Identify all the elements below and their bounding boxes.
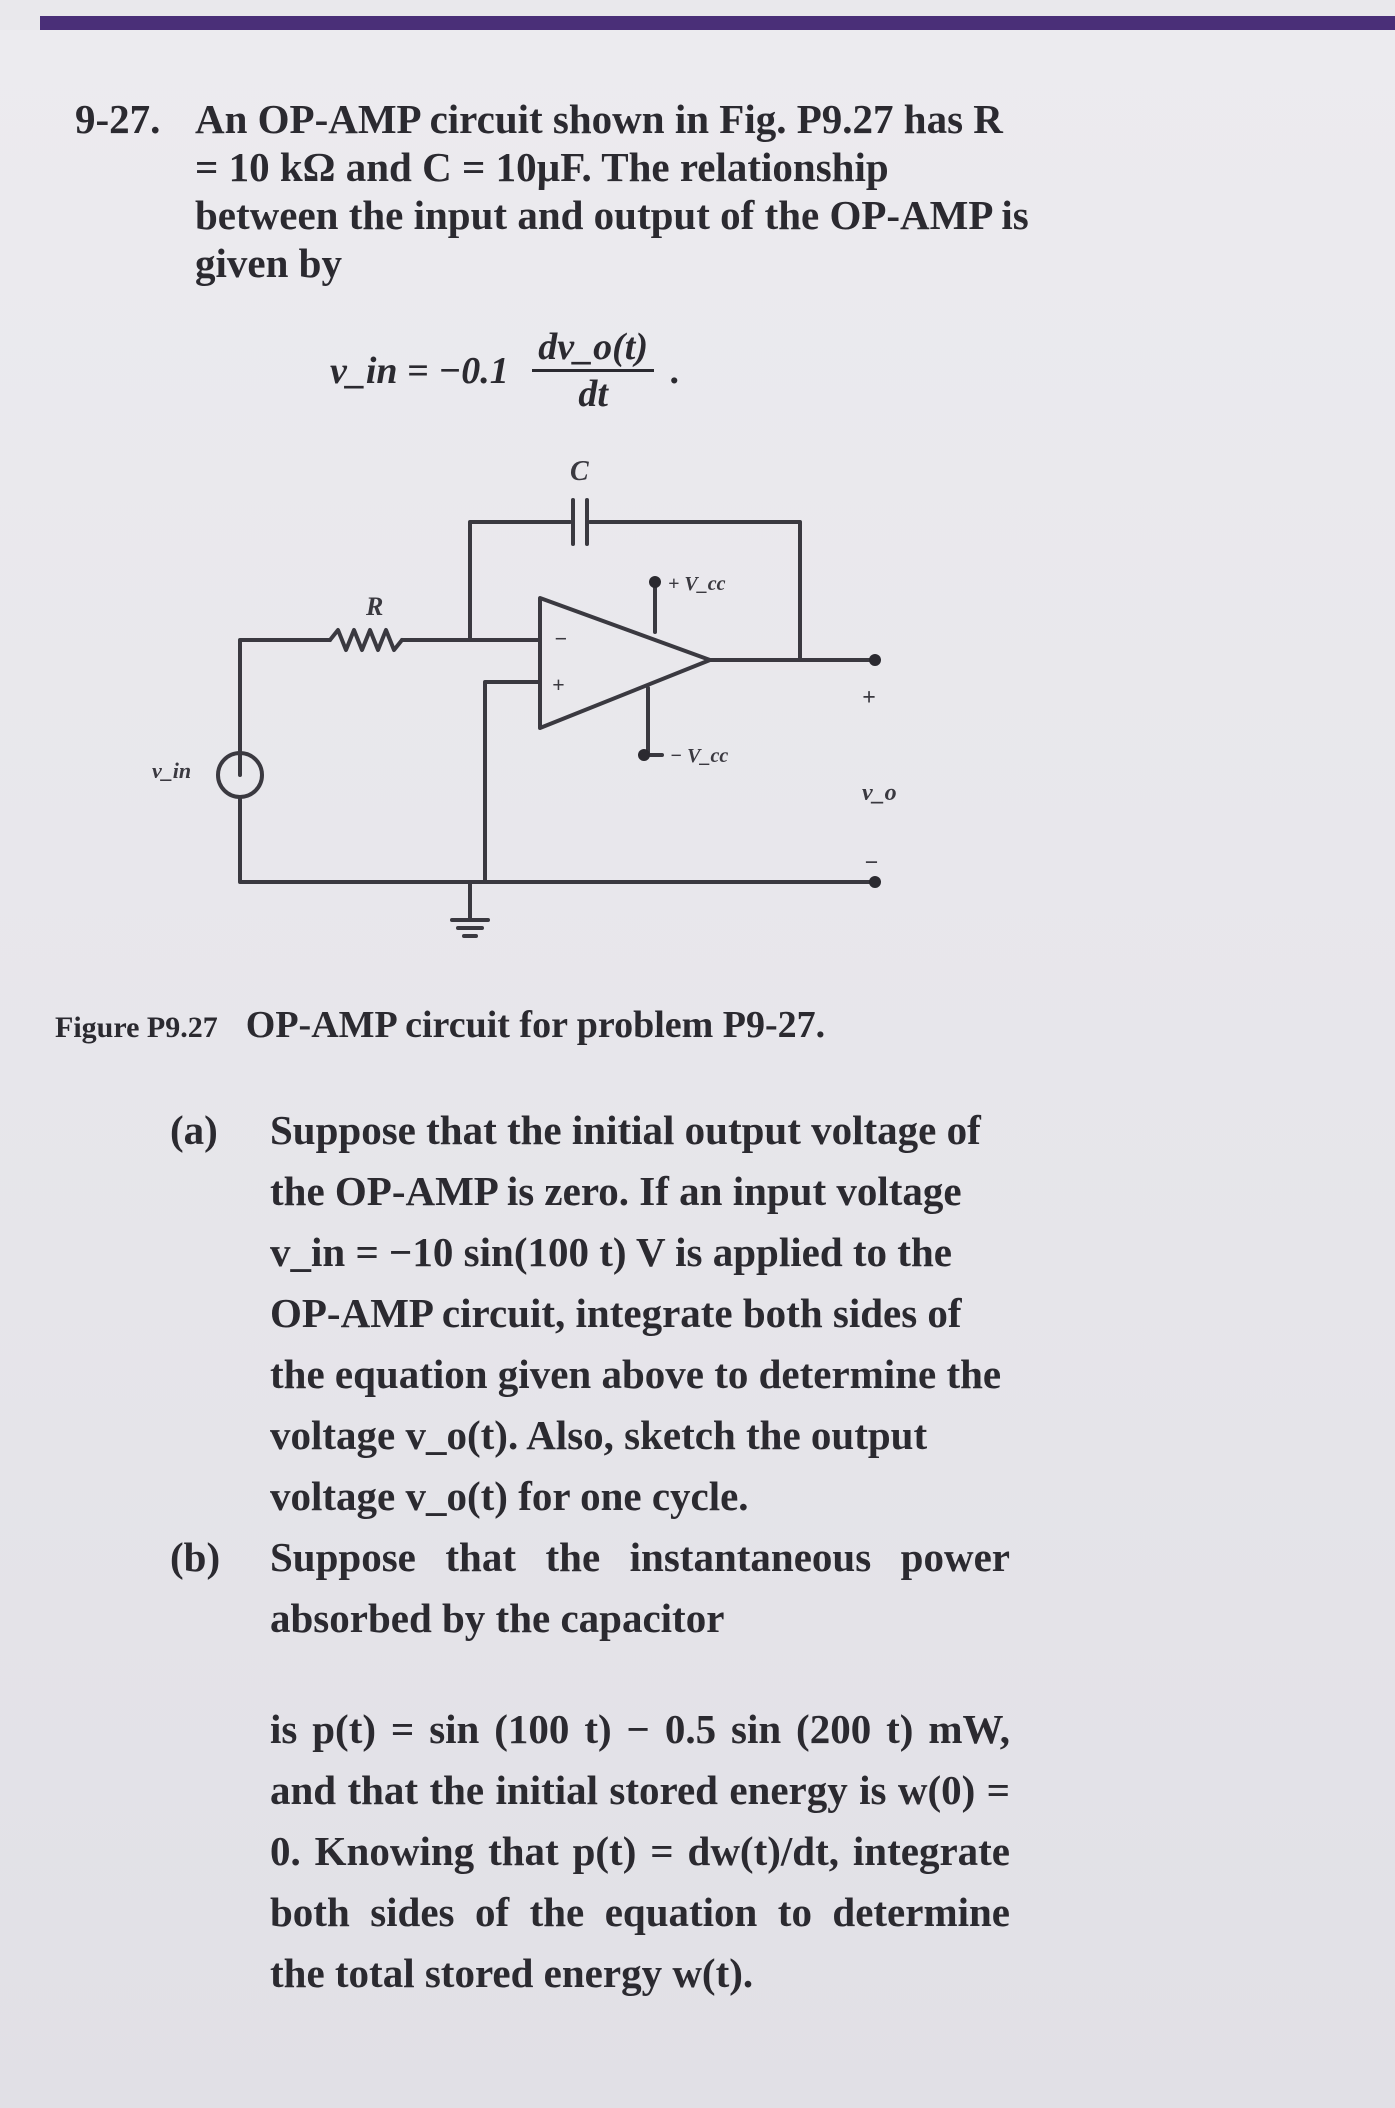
label-output-plus: + (862, 685, 876, 711)
part-b-text-2: is p(t) = sin (100 t) − 0.5 sin (200 t) mW, and that the initial stored energy is w(0) = 0. Knowing that p(t) = dw(t)/dt, integrate both sides of the equation to determine the total stored energy w(t). (270, 1706, 1010, 1996)
feedback-wire-left (470, 522, 570, 640)
part-a (170, 1100, 1010, 1527)
vcc-neg-terminal-dot (638, 749, 650, 761)
vcc-neg-lead (648, 688, 662, 755)
problem-number: 9-27. (75, 96, 161, 142)
problem-text: An OP-AMP circuit shown in Fig. P9.27 has R = 10 kΩ and C = 10µF. The relationship between the input and output of the OP-AMP is given by (195, 96, 1029, 286)
equation-end: . (669, 349, 679, 392)
label-opamp-inverting: − (554, 626, 568, 651)
part-b-text-1: Suppose that the instantaneous power absorbed by the capacitor (270, 1534, 1010, 1641)
label-output: v_o (862, 780, 897, 806)
top-border-bar (40, 16, 1395, 30)
label-vcc-pos: + V_cc (668, 573, 726, 595)
equation-fraction (532, 325, 654, 416)
figure-tag: Figure P9.27 (55, 1011, 218, 1044)
output-negative-dot (869, 876, 881, 888)
label-resistor: R (366, 592, 384, 621)
equation-numerator: dv_o(t) (532, 325, 654, 372)
problem-parts (170, 1100, 1010, 2004)
opamp-triangle (540, 598, 710, 728)
label-source: v_in (152, 758, 192, 783)
label-capacitor: C (570, 456, 589, 487)
part-b-gap (270, 1649, 1010, 1699)
equation-lhs: v_in = −0.1 (330, 349, 509, 392)
resistor-zigzag (330, 630, 402, 650)
output-positive-dot (869, 654, 881, 666)
noninverting-wire (485, 682, 540, 882)
label-vcc-neg: − V_cc (670, 745, 729, 767)
label-output-minus: − (864, 850, 879, 876)
figure-caption (55, 1003, 825, 1047)
equation-denominator: dt (578, 373, 608, 415)
figure-caption-text: OP-AMP circuit for problem P9-27. (245, 1004, 826, 1046)
opamp-circuit-diagram (140, 450, 900, 970)
input-wire-top (240, 640, 330, 775)
relationship-equation (330, 325, 679, 416)
part-b-label: (b) (170, 1534, 221, 1580)
source-to-ground (240, 797, 875, 882)
vcc-pos-terminal-dot (649, 576, 661, 588)
part-a-text: Suppose that the initial output voltage of the OP-AMP is zero. If an input voltage v_in = −10 sin(100 t) V is applied to the OP-AMP circuit, integrate both sides of the equation given above to determine the voltage v_o(t). Also, sketch the output voltage v_o(t) for one cycle. (270, 1107, 1002, 1519)
part-a-label: (a) (170, 1107, 218, 1153)
label-opamp-noninverting: + (552, 672, 565, 697)
part-b (170, 1527, 1010, 2004)
